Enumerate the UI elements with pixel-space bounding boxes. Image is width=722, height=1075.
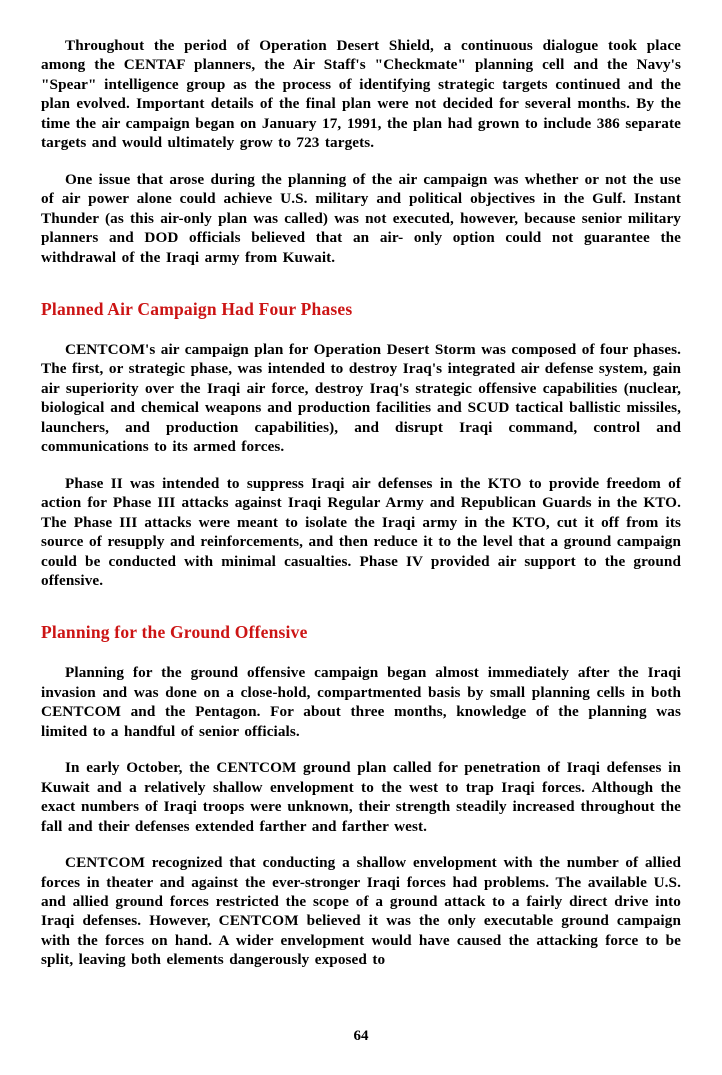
paragraph-october-ground-plan: In early October, the CENTCOM ground plan called for penetration of Iraqi defenses in Kuwait and a relatively shallow envelopment to the west to trap Iraqi forces. Although the exact numbers of Iraqi troops were unknown, their strength steadily increased throughout the fall and their defenses extended farther and farther west. [41, 759, 681, 835]
paragraph-instant-thunder: One issue that arose during the planning of the air campaign was whether or not the use of air power alone could achieve U.S. military and political objectives in the Gulf. Instant Thunder (as this air-only plan was called) was not executed, however, because senior military planners and DOD officials believed that an air- only option could not guarantee the withdrawal of the Iraqi army from Kuwait. [41, 170, 681, 266]
paragraph-phase-two-three-four: Phase II was intended to suppress Iraqi air defenses in the KTO to provide freedom of action for Phase III attacks against Iraqi Regular Army and Republican Guards in the KTO. The Phase III attacks were meant to isolate the Iraqi army in the KTO, cut it off from its source of resupply and reinforcements, and then reduce it to the level that a ground campaign could be conducted with minimal casualties. Phase IV provided air support to the ground offensive. [41, 474, 681, 589]
section-heading-ground-offensive: Planning for the Ground Offensive [41, 622, 308, 643]
page-number: 64 [353, 1028, 369, 1044]
paragraph-centcom-four-phases: CENTCOM's air campaign plan for Operation Desert Storm was composed of four phases. The first, or strategic phase, was intended to destroy Iraq's integrated air defense system, gain air superiority over the Iraqi air force, destroy Iraq's strategic offensive capabilities (nuclear, biological and chemical weapons and production facilities and SCUD tactical ballistic missiles, launchers, and production capabilities), and disrupt Iraqi command, control and communications to its armed forces. [41, 340, 681, 456]
paragraph-ground-offensive-planning: Planning for the ground offensive campaign began almost immediately after the Iraqi invasion and was done on a close-hold, compartmented basis by small planning cells in both CENTCOM and the Pentagon. For about three months, knowledge of the planning was limited to a handful of senior officials. [41, 664, 681, 740]
paragraph-desert-shield-dialogue: Throughout the period of Operation Desert Shield, a continuous dialogue took place among the CENTAF planners, the Air Staff's "Checkmate" planning cell and the Navy's "Spear" intelligence group as the process of identifying strategic targets continued and the plan evolved. Important details of the final plan were not decided for several months. By the time the air campaign began on January 17, 1991, the plan had grown to include 386 separate targets and would ultimately grow to 723 targets. [41, 37, 681, 152]
paragraph-shallow-envelopment-problems: CENTCOM recognized that conducting a shallow envelopment with the number of allied forces in theater and against the ever-stronger Iraqi forces had problems. The available U.S. and allied ground forces restricted the scope of a ground attack to a fairly direct drive into Iraqi defenses. However, CENTCOM believed it was the only executable ground campaign with the forces on hand. A wider envelopment would have caused the attacking force to be split, leaving both elements dangerously exposed to [41, 854, 681, 969]
section-heading-air-campaign-phases: Planned Air Campaign Had Four Phases [41, 298, 353, 319]
